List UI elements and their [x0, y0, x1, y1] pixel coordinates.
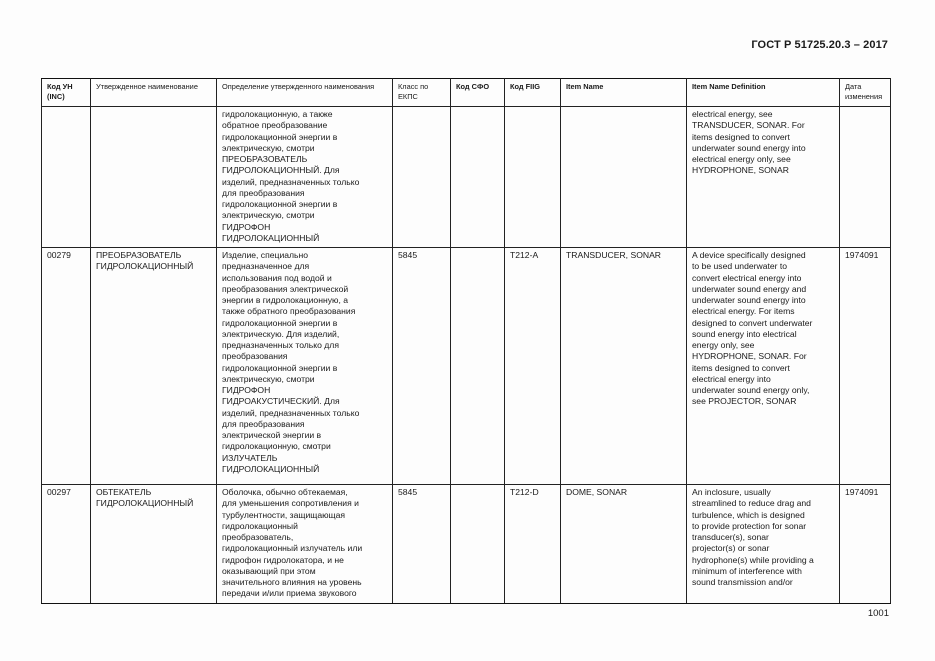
cell-approved-name: ПРЕОБРАЗОВАТЕЛЬ ГИДРОЛОКАЦИОННЫЙ: [91, 248, 217, 485]
page-number: 1001: [867, 608, 889, 619]
table-header-row: [42, 79, 891, 107]
document-code: ГОСТ Р 51725.20.3 – 2017: [751, 39, 888, 51]
cell-change-date: 1974091: [840, 248, 891, 485]
cell-item-name-definition: electrical energy, see TRANSDUCER, SONAR. For items designed to convert underwater sound energy into electrical energy only, see HYDROPHONE, SONAR: [687, 107, 840, 248]
cell-ekps-class: 5845: [393, 485, 451, 604]
cell-fiig-code: T212-D: [505, 485, 561, 604]
cell-sfo-code: [451, 107, 505, 248]
cell-definition: гидролокационную, а также обратное преобразование гидролокационной энергии в электрическую, смотри ПРЕОБРАЗОВАТЕЛЬ ГИДРОЛОКАЦИОННЫЙ. Для изделий, предназначенных только для преобразования гидролокационной энергии в электрическую, смотри ГИДРОФОН ГИДРОЛОКАЦИОННЫЙ: [217, 107, 393, 248]
table-row: [42, 107, 891, 248]
cell-ekps-class: [393, 107, 451, 248]
cell-definition: Изделие, специально предназначенное для использования под водой и преобразования электрической энергии в гидролокационную, а также обратного преобразования гидролокационной энергии в электрическую. Для изделий, предназначенных только для преобразования гидролокационной энергии в электрическую, смотри ГИДРОФОН ГИДРОАКУСТИЧЕСКИЙ. Для изделий, предназначенных только для преобразования электрической энергии в гидролокационную, смотри ИЗЛУЧАТЕЛЬ ГИДРОЛОКАЦИОННЫЙ: [217, 248, 393, 485]
header-item-name: Item Name: [561, 79, 687, 107]
cell-fiig-code: [505, 107, 561, 248]
cell-change-date: [840, 107, 891, 248]
cell-sfo-code: [451, 485, 505, 604]
header-sfo-code: Код СФО: [451, 79, 505, 107]
cell-item-name-definition: An inclosure, usually streamlined to reduce drag and turbulence, which is designed to provide protection for sonar transducer(s), sonar projector(s) or sonar hydrophone(s) while providing a minimum of interference with sound transmission and/or: [687, 485, 840, 604]
cell-inc: [42, 107, 91, 248]
cell-change-date: 1974091: [840, 485, 891, 604]
header-approved-name: Утвержденное наименование: [91, 79, 217, 107]
cell-fiig-code: T212-A: [505, 248, 561, 485]
cell-item-name: DOME, SONAR: [561, 485, 687, 604]
header-change-date: Дата изменения: [840, 79, 891, 107]
header-item-name-definition: Item Name Definition: [687, 79, 840, 107]
cell-item-name: [561, 107, 687, 248]
header-definition: Определение утвержденного наименования: [217, 79, 393, 107]
cell-item-name-definition: A device specifically designed to be used underwater to convert electrical energy into underwater sound energy and underwater sound energy into electrical energy. For items designed to convert underwater sound energy into electrical energy only, see HYDROPHONE, SONAR. For items designed to convert electrical energy into underwater sound energy only, see PROJECTOR, SONAR: [687, 248, 840, 485]
cell-inc: 00297: [42, 485, 91, 604]
cell-ekps-class: 5845: [393, 248, 451, 485]
nomenclature-table: [41, 78, 891, 604]
cell-approved-name: [91, 107, 217, 248]
cell-item-name: TRANSDUCER, SONAR: [561, 248, 687, 485]
cell-sfo-code: [451, 248, 505, 485]
cell-definition: Оболочка, обычно обтекаемая, для уменьшения сопротивления и турбулентности, защищающая гидролокационный преобразователь, гидролокационный излучатель или гидрофон гидролокатора, и не оказывающий при этом значительного влияния на уровень передачи и/или приема звукового: [217, 485, 393, 604]
header-ekps-class: Класс по ЕКПС: [393, 79, 451, 107]
header-inc: Код УН (INC): [42, 79, 91, 107]
table-row: [42, 248, 891, 485]
cell-inc: 00279: [42, 248, 91, 485]
cell-approved-name: ОБТЕКАТЕЛЬ ГИДРОЛОКАЦИОННЫЙ: [91, 485, 217, 604]
header-fiig-code: Код FIIG: [505, 79, 561, 107]
table-row: [42, 485, 891, 604]
